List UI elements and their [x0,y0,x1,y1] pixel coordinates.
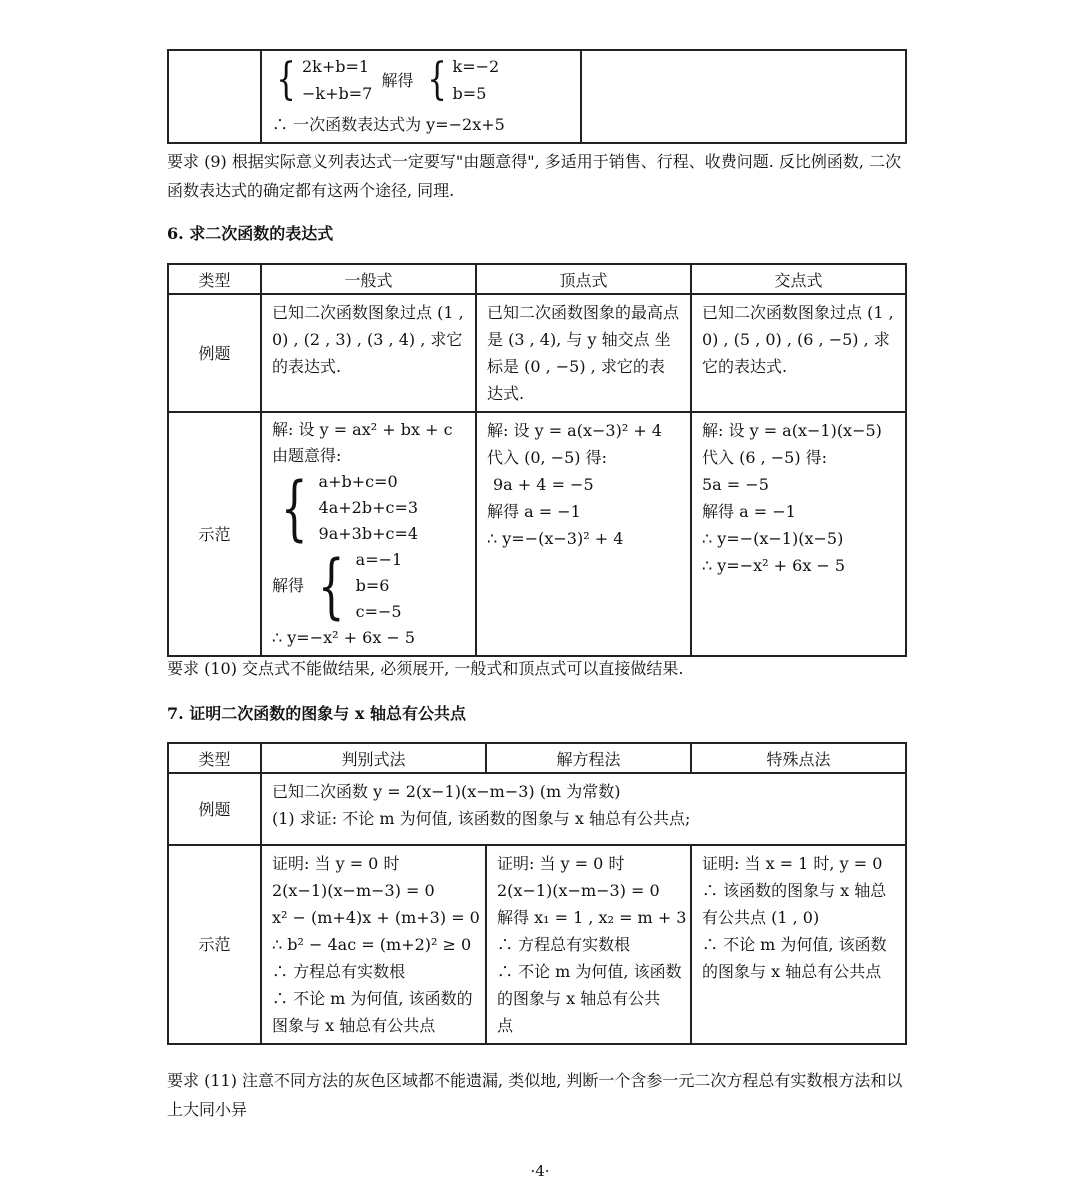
demo-line: 点 [497,1016,514,1035]
requirement-11: 要求 (11) 注意不同方法的灰色区域都不能遗漏, 类似地, 判断一个含参一元二次方程总有实数根方法和以上大同小异 [167,1071,903,1119]
demo-line: ∴ 不论 m 为何值, 该函数 [702,935,887,954]
demo-line: ∴ 方程总有实数根 [272,962,406,981]
top-table-empty-cell [581,50,906,143]
demo-line: 证明: 当 x = 1 时, y = 0 [702,854,883,873]
demo-solve [486,845,691,1044]
left-brace-icon: { [280,467,308,549]
example-intercept: 已知二次函数图象过点 (1 , 0) , (5 , 0) , (6 , −5) , 求它的表达式. [691,294,906,412]
solution-value: b=5 [452,84,487,103]
solve-label: 解得 [272,576,305,595]
demo-line: 图象与 x 轴总有公共点 [272,1016,436,1035]
header-type: 类型 [168,264,261,294]
demo-line: ∴ y=−x² + 6x − 5 [702,556,846,575]
demo-line: 2(x−1)(x−m−3) = 0 [272,881,435,900]
header-general-form: 一般式 [261,264,476,294]
demo-line: ∴ 不论 m 为何值, 该函数 [497,962,682,981]
system-equation: 9a+3b+c=4 [318,524,419,543]
demo-line: 解: 设 y = a(x−1)(x−5) [702,421,882,440]
demo-vertex [476,412,691,656]
left-brace-icon: { [426,54,447,105]
section-7-example [261,773,906,845]
demo-line: 证明: 当 y = 0 时 [272,854,400,873]
row-label-example: 例题 [168,294,261,412]
system-equation: 4a+2b+c=3 [318,498,419,517]
top-table-empty-cell [168,50,261,143]
demo-line: 代入 (0, −5) 得: [487,448,607,467]
demo-line: ∴ y=−(x−3)² + 4 [487,529,624,548]
section-7-table [167,742,907,1045]
demo-line: 的图象与 x 轴总有公共点 [702,962,882,981]
solution-value: c=−5 [355,602,402,621]
requirement-9: 要求 (9) 根据实际意义列表达式一定要写"由题意得", 多适用于销售、行程、收费问题. 反比例函数, 二次函数表达式的确定都有这两个途径, 同理. [167,152,902,200]
demo-line: ∴ y=−x² + 6x − 5 [272,628,416,647]
requirement-10: 要求 (10) 交点式不能做结果, 必须展开, 一般式和顶点式可以直接做结果. [167,659,684,678]
system-equation: 2k+b=1 [302,57,370,76]
demo-line: ∴ 方程总有实数根 [497,935,631,954]
header-special-point: 特殊点法 [691,743,906,773]
demo-line: 解得 a = −1 [702,502,796,521]
demo-line: 代入 (6 , −5) 得: [702,448,828,467]
row-label-demo: 示范 [168,845,261,1044]
demo-general [261,412,476,656]
demo-line: 的图象与 x 轴总有公共 [497,989,661,1008]
example-line: (1) 求证: 不论 m 为何值, 该函数的图象与 x 轴总有公共点; [272,809,691,828]
example-general: 已知二次函数图象过点 (1 , 0) , (2 , 3) , (3 , 4) , 求它的表达式. [261,294,476,412]
demo-intercept [691,412,906,656]
demo-line: 由题意得: [272,446,342,465]
top-table [167,49,907,144]
section-6-table [167,263,907,657]
system-equation: −k+b=7 [302,84,373,103]
demo-line: 有公共点 (1 , 0) [702,908,820,927]
conclusion: ∴ 一次函数表达式为 y=−2x+5 [272,115,505,134]
section-6-heading: 6. 求二次函数的表达式 [167,224,334,243]
demo-line: ∴ 该函数的图象与 x 轴总 [702,881,887,900]
header-intercept-form: 交点式 [691,264,906,294]
section-7-heading: 7. 证明二次函数的图象与 x 轴总有公共点 [167,704,466,723]
solve-label: 解得 [381,70,414,90]
page-number: ·4· [530,1162,550,1180]
solution-value: a=−1 [355,550,403,569]
demo-line: 证明: 当 y = 0 时 [497,854,625,873]
left-brace-icon: { [318,545,345,627]
demo-line: 5a = −5 [702,475,769,494]
header-vertex-form: 顶点式 [476,264,691,294]
header-type: 类型 [168,743,261,773]
solution-value: k=−2 [452,57,500,76]
demo-discriminant [261,845,486,1044]
example-line: 已知二次函数 y = 2(x−1)(x−m−3) (m 为常数) [272,782,621,801]
demo-line: x² − (m+4)x + (m+3) = 0 [272,908,480,927]
demo-line: 9a + 4 = −5 [493,475,594,494]
solution-value: b=6 [355,576,390,595]
row-label-demo: 示范 [168,412,261,656]
demo-line: ∴ y=−(x−1)(x−5) [702,529,844,548]
header-solve-equation: 解方程法 [486,743,691,773]
top-table-solution-cell [261,50,581,143]
system-equation: a+b+c=0 [318,472,398,491]
left-brace-icon: { [276,54,296,105]
demo-line: ∴ 不论 m 为何值, 该函数的 [272,989,473,1008]
demo-line: 解得 x₁ = 1 , x₂ = m + 3 [497,908,687,927]
example-vertex: 已知二次函数图象的最高点是 (3 , 4), 与 y 轴交点 坐标是 (0 , −5) , 求它的表达式. [476,294,691,412]
demo-line: 解: 设 y = a(x−3)² + 4 [487,421,662,440]
demo-line: ∴ b² − 4ac = (m+2)² ≥ 0 [272,935,472,954]
demo-special [691,845,906,1044]
demo-line: 解得 a = −1 [487,502,581,521]
demo-line: 2(x−1)(x−m−3) = 0 [497,881,660,900]
row-label-example: 例题 [168,773,261,845]
header-discriminant: 判别式法 [261,743,486,773]
demo-line: 解: 设 y = ax² + bx + c [272,420,453,439]
